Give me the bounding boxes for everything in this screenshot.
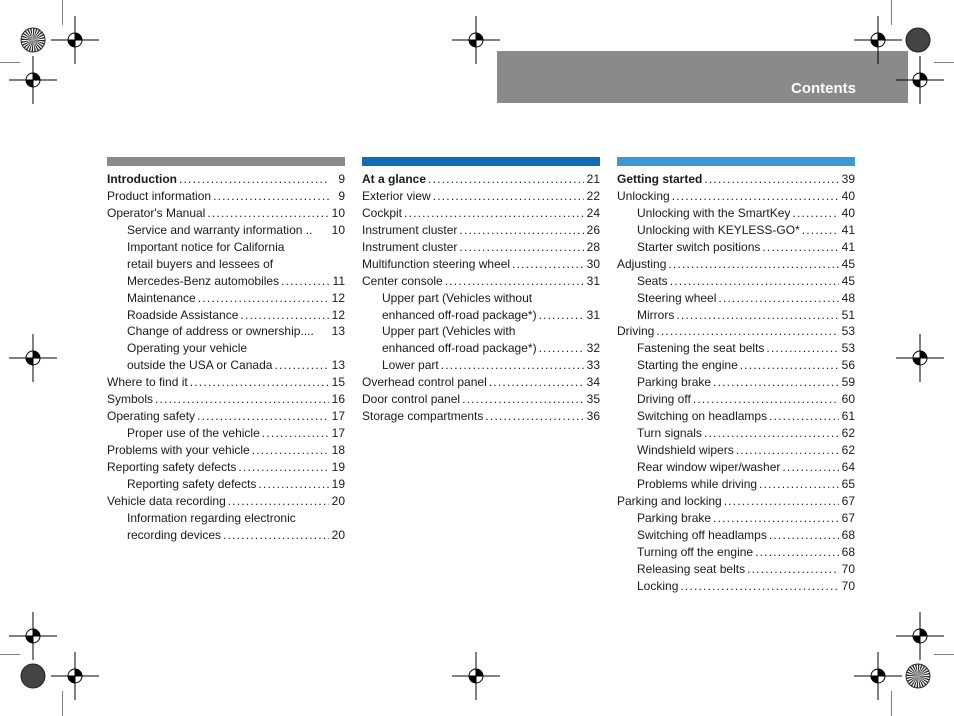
toc-entry-page: 61 (841, 409, 855, 424)
dot-leader (485, 408, 584, 425)
toc-entry-label: Releasing seat belts (637, 561, 746, 576)
toc-column-1 (107, 157, 345, 544)
toc-entry-page: 34 (586, 375, 600, 390)
toc-entry-page: 33 (586, 358, 600, 373)
toc-entry[interactable] (362, 290, 600, 307)
toc-entry-page: 68 (841, 527, 855, 542)
dot-leader (724, 493, 839, 510)
registration-crosshair-icon (896, 56, 944, 104)
dot-leader (680, 578, 839, 595)
dot-leader (539, 340, 584, 357)
toc-entry-label: Product information (107, 188, 212, 203)
toc-entry[interactable] (107, 273, 345, 290)
toc-entry[interactable] (617, 391, 855, 408)
dot-leader (179, 171, 329, 188)
toc-entry-page: 36 (586, 409, 600, 424)
toc-entry-label: Roadside Assistance (127, 307, 239, 322)
column-3-bar (617, 157, 855, 166)
dot-leader (676, 307, 839, 324)
dot-leader (792, 205, 839, 222)
toc-entry-label: Problems while driving (637, 476, 758, 491)
dot-leader (274, 357, 329, 374)
toc-entry-page: 10 (331, 222, 345, 237)
toc-entry[interactable] (107, 290, 345, 307)
toc-entry[interactable] (107, 493, 345, 510)
toc-entry[interactable] (617, 239, 855, 256)
toc-entry-label: Vehicle data recording (107, 493, 226, 508)
toc-entry[interactable] (617, 256, 855, 273)
toc-entry-page: 67 (841, 493, 855, 508)
dot-leader (512, 256, 584, 273)
toc-entry-label: Door control panel (362, 392, 461, 407)
dot-leader (197, 408, 329, 425)
toc-entry-label: Reporting safety defects (127, 476, 257, 491)
toc-entry-label: Getting started (617, 172, 703, 186)
toc-entry-page: 24 (586, 205, 600, 220)
dot-leader (670, 273, 839, 290)
toc-entry[interactable] (617, 510, 855, 527)
toc-entry-page: 67 (841, 510, 855, 525)
toc-entry-label: Reporting safety defects (107, 459, 237, 474)
crop-line (0, 62, 20, 63)
toc-entry-page: 17 (331, 426, 345, 441)
toc-entry-page: 70 (841, 561, 855, 576)
toc-entry[interactable] (362, 256, 600, 273)
toc-entry-label: Operating safety (107, 409, 196, 424)
dot-leader (281, 273, 329, 290)
registration-crosshair-icon (896, 612, 944, 660)
toc-entry[interactable] (617, 408, 855, 425)
toc-heading[interactable] (362, 170, 600, 188)
dot-leader (704, 171, 839, 188)
toc-entry[interactable] (617, 323, 855, 340)
toc-entry-page: 40 (841, 205, 855, 220)
dot-leader (228, 493, 329, 510)
toc-entry[interactable] (107, 188, 345, 205)
toc-entry-label: enhanced off-road package*) (382, 307, 537, 322)
toc-entry-label: Driving (617, 324, 655, 339)
dot-leader (740, 357, 839, 374)
toc-entry-label: Unlocking with KEYLESS-GO* (637, 222, 800, 237)
toc-entry-page: 26 (586, 222, 600, 237)
toc-entry-label: Cockpit (362, 205, 403, 220)
toc-entry-page: 12 (331, 290, 345, 305)
toc-entry[interactable] (107, 239, 345, 256)
toc-entry[interactable] (362, 307, 600, 324)
header-bar (497, 51, 908, 103)
crop-line (62, 0, 63, 25)
toc-entry-label: Maintenance (127, 290, 196, 305)
crop-line (934, 62, 954, 63)
toc-entry[interactable] (617, 544, 855, 561)
toc-entry-label: Unlocking (617, 188, 670, 203)
dot-leader (802, 222, 839, 239)
toc-entry[interactable] (107, 391, 345, 408)
dot-leader (713, 510, 839, 527)
toc-entry[interactable] (362, 357, 600, 374)
toc-entry-label: Driving off (637, 392, 691, 407)
registration-crosshair-icon (854, 16, 902, 64)
toc-entry-page: 9 (338, 172, 345, 186)
dot-leader (445, 273, 584, 290)
dot-leader (747, 561, 839, 578)
toc-entry-label: Where to find it (107, 375, 188, 390)
dot-leader (404, 205, 584, 222)
toc-entry[interactable] (617, 425, 855, 442)
toc-entry[interactable] (362, 222, 600, 239)
toc-entry-page: 62 (841, 443, 855, 457)
registration-crosshair-icon (452, 652, 500, 700)
toc-entry[interactable] (617, 527, 855, 544)
dot-leader (441, 357, 584, 374)
color-patch-icon (20, 663, 46, 689)
dot-leader (672, 188, 839, 205)
toc-entry[interactable] (362, 391, 600, 408)
toc-entry-page: 59 (841, 375, 855, 390)
column-2-bar (362, 157, 600, 166)
dot-leader (704, 425, 839, 442)
dot-leader (656, 323, 839, 340)
toc-entry-page: 12 (331, 307, 345, 322)
dot-leader (539, 307, 584, 324)
starburst-target-icon (20, 27, 46, 53)
page-title: Contents (791, 80, 856, 97)
dot-leader (223, 527, 329, 544)
toc-entry[interactable] (617, 222, 855, 239)
toc-entry-page: 31 (586, 307, 600, 322)
toc-entry[interactable] (362, 374, 600, 391)
toc-entry-label: Switching off headlamps (637, 527, 767, 542)
crop-line (891, 0, 892, 25)
dot-leader (736, 442, 839, 459)
toc-entry-page: 39 (841, 172, 855, 186)
toc-entry-label: Change of address or ownership.... (127, 324, 314, 339)
toc-entry-page: 10 (331, 205, 345, 220)
toc-entry[interactable] (362, 239, 600, 256)
toc-entry-label: Switching on headlamps (637, 409, 768, 424)
toc-entry[interactable] (107, 374, 345, 391)
toc-entry[interactable] (107, 307, 345, 324)
registration-crosshair-icon (9, 56, 57, 104)
registration-crosshair-icon (854, 652, 902, 700)
toc-entry-page: 45 (841, 256, 855, 271)
toc-entry[interactable] (617, 340, 855, 357)
crop-line (0, 654, 20, 655)
toc-entry-page: 13 (331, 324, 345, 339)
toc-entry-page: 60 (841, 392, 855, 407)
toc-entry-label: Center console (362, 273, 443, 288)
toc-entry-label: recording devices (127, 527, 222, 542)
toc-entry-page: 21 (586, 172, 600, 186)
dot-leader (766, 340, 839, 357)
toc-entry[interactable] (617, 357, 855, 374)
toc-entry-label: Lower part (382, 358, 439, 373)
toc-entry-label: Windshield wipers (637, 443, 734, 457)
toc-entry[interactable] (107, 510, 345, 527)
toc-entry[interactable] (362, 408, 600, 425)
toc-entry-page: 20 (331, 527, 345, 542)
toc-entry[interactable] (362, 323, 600, 340)
toc-entry-label: Operating your vehicle (127, 341, 248, 356)
toc-entry-label: Instrument cluster (362, 222, 458, 237)
toc-list-3 (617, 170, 855, 594)
toc-entry-label: Overhead control panel (362, 375, 487, 390)
toc-entry-label: Introduction (107, 172, 177, 186)
toc-entry[interactable] (617, 476, 855, 493)
toc-entry-label: Turning off the engine (637, 544, 754, 559)
toc-entry[interactable] (617, 307, 855, 324)
toc-entry-page: 31 (586, 273, 600, 288)
toc-entry[interactable] (617, 374, 855, 391)
toc-entry-label: Steering wheel (637, 290, 717, 305)
column-1-bar (107, 157, 345, 166)
crop-line (891, 691, 892, 716)
toc-entry-label: Upper part (Vehicles without (382, 290, 533, 305)
toc-entry[interactable] (617, 188, 855, 205)
toc-entry-label: Proper use of the vehicle (127, 426, 260, 441)
toc-entry-label: outside the USA or Canada (127, 358, 273, 373)
toc-entry-page: 30 (586, 256, 600, 271)
toc-entry-page: 20 (331, 493, 345, 508)
toc-entry-label: Service and warranty information .. (127, 222, 313, 237)
toc-entry[interactable] (107, 222, 345, 239)
toc-entry-label: Starter switch positions (637, 239, 761, 254)
toc-entry-page: 19 (331, 459, 345, 474)
dot-leader (489, 374, 584, 391)
toc-entry-page: 22 (586, 188, 600, 203)
registration-crosshair-icon (9, 612, 57, 660)
toc-entry-page: 45 (841, 273, 855, 288)
dot-leader (459, 222, 584, 239)
toc-entry-page: 17 (331, 409, 345, 424)
dot-leader (755, 544, 839, 561)
toc-entry-label: Exterior view (362, 188, 431, 203)
toc-entry[interactable] (617, 273, 855, 290)
toc-entry[interactable] (107, 442, 345, 459)
toc-entry[interactable] (617, 561, 855, 578)
toc-entry-page: 16 (331, 392, 345, 407)
dot-leader (433, 188, 584, 205)
toc-entry[interactable] (617, 442, 855, 459)
toc-entry-label: Problems with your vehicle (107, 443, 250, 457)
registration-crosshair-icon (896, 334, 944, 382)
toc-entry-page: 19 (331, 476, 345, 491)
toc-entry[interactable] (107, 323, 345, 340)
toc-list-2 (362, 170, 600, 425)
toc-entry-label: Adjusting (617, 256, 667, 271)
registration-crosshair-icon (51, 16, 99, 64)
toc-list-1 (107, 170, 345, 544)
registration-crosshair-icon (452, 16, 500, 64)
toc-entry-page: 18 (331, 443, 345, 457)
dot-leader (769, 527, 839, 544)
dot-leader (262, 425, 329, 442)
toc-entry-label: Operator's Manual (107, 205, 206, 220)
toc-entry[interactable] (107, 459, 345, 476)
dot-leader (240, 307, 329, 324)
toc-entry-label: Rear window wiper/washer (637, 459, 781, 474)
color-patch-icon (905, 27, 931, 53)
toc-entry-page: 70 (841, 578, 855, 593)
toc-entry-label: Fastening the seat belts (637, 341, 765, 356)
toc-entry-label: Starting the engine (637, 358, 738, 373)
toc-entry-page: 41 (841, 239, 855, 254)
toc-entry-page: 11 (332, 273, 345, 288)
starburst-target-icon (905, 663, 931, 689)
toc-entry[interactable] (107, 476, 345, 493)
toc-entry[interactable] (362, 273, 600, 290)
crop-line (934, 654, 954, 655)
toc-entry-page: 53 (841, 341, 855, 356)
toc-entry[interactable] (617, 459, 855, 476)
toc-entry-page: 62 (841, 426, 855, 441)
toc-heading[interactable] (107, 170, 345, 188)
toc-entry[interactable] (617, 578, 855, 595)
toc-entry-page: 9 (338, 188, 345, 203)
toc-entry-label: Mirrors (637, 307, 675, 322)
toc-entry-label: Seats (637, 273, 668, 288)
dot-leader (190, 374, 329, 391)
crop-line (62, 691, 63, 716)
dot-leader (462, 391, 584, 408)
toc-entry[interactable] (617, 493, 855, 510)
toc-entry[interactable] (107, 256, 345, 273)
toc-entry-label: Parking brake (637, 510, 712, 525)
toc-entry-page: 28 (586, 239, 600, 254)
toc-entry-label: Information regarding electronic (127, 510, 296, 525)
toc-entry-label: Instrument cluster (362, 239, 458, 254)
toc-entry-label: At a glance (362, 172, 427, 186)
toc-entry-label: Parking brake (637, 375, 712, 390)
dot-leader (428, 171, 584, 188)
dot-leader (782, 459, 839, 476)
dot-leader (769, 408, 839, 425)
toc-entry-page: 35 (586, 392, 600, 407)
dot-leader (252, 442, 329, 459)
toc-entry-page: 15 (331, 375, 345, 390)
dot-leader (759, 476, 839, 493)
toc-entry-label: Important notice for California (127, 239, 285, 254)
toc-entry-page: 32 (586, 341, 600, 356)
dot-leader (718, 290, 839, 307)
toc-entry-page: 64 (841, 459, 855, 474)
toc-entry[interactable] (107, 527, 345, 544)
registration-crosshair-icon (51, 652, 99, 700)
toc-entry[interactable] (362, 188, 600, 205)
dot-leader (459, 239, 584, 256)
toc-entry[interactable] (107, 425, 345, 442)
toc-entry[interactable] (107, 205, 345, 222)
toc-entry-label: enhanced off-road package*) (382, 341, 537, 356)
toc-entry-label: Multifunction steering wheel (362, 256, 511, 271)
dot-leader (207, 205, 329, 222)
toc-entry-label: Symbols (107, 392, 154, 407)
toc-entry-label: Locking (637, 578, 679, 593)
toc-heading[interactable] (617, 170, 855, 188)
toc-entry-page: 65 (841, 476, 855, 491)
dot-leader (668, 256, 839, 273)
dot-leader (713, 374, 839, 391)
registration-crosshair-icon (9, 334, 57, 382)
dot-leader (238, 459, 329, 476)
toc-entry-page: 56 (841, 358, 855, 373)
toc-entry-label: Unlocking with the SmartKey (637, 205, 791, 220)
dot-leader (693, 391, 839, 408)
dot-leader (258, 476, 329, 493)
dot-leader (213, 188, 329, 205)
toc-entry[interactable] (107, 357, 345, 374)
toc-entry[interactable] (107, 340, 345, 357)
toc-entry-label: Upper part (Vehicles with (382, 324, 516, 339)
toc-entry[interactable] (362, 340, 600, 357)
dot-leader (155, 391, 329, 408)
toc-entry[interactable] (107, 408, 345, 425)
toc-entry[interactable] (617, 205, 855, 222)
dot-leader (762, 239, 839, 256)
toc-entry-label: Mercedes-Benz automobiles (127, 273, 280, 288)
toc-column-2 (362, 157, 600, 425)
toc-entry-page: 68 (841, 544, 855, 559)
toc-entry[interactable] (617, 290, 855, 307)
toc-entry-label: retail buyers and lessees of (127, 256, 274, 271)
toc-entry-page: 53 (841, 324, 855, 339)
toc-entry-page: 41 (841, 222, 855, 237)
toc-entry-page: 13 (331, 358, 345, 373)
dot-leader (198, 290, 329, 307)
toc-entry[interactable] (362, 205, 600, 222)
toc-entry-page: 40 (841, 188, 855, 203)
toc-column-3 (617, 157, 855, 594)
toc-entry-label: Parking and locking (617, 493, 722, 508)
toc-entry-label: Storage compartments (362, 409, 484, 424)
toc-entry-page: 51 (841, 307, 855, 322)
toc-entry-page: 48 (841, 290, 855, 305)
toc-entry-label: Turn signals (637, 426, 702, 441)
